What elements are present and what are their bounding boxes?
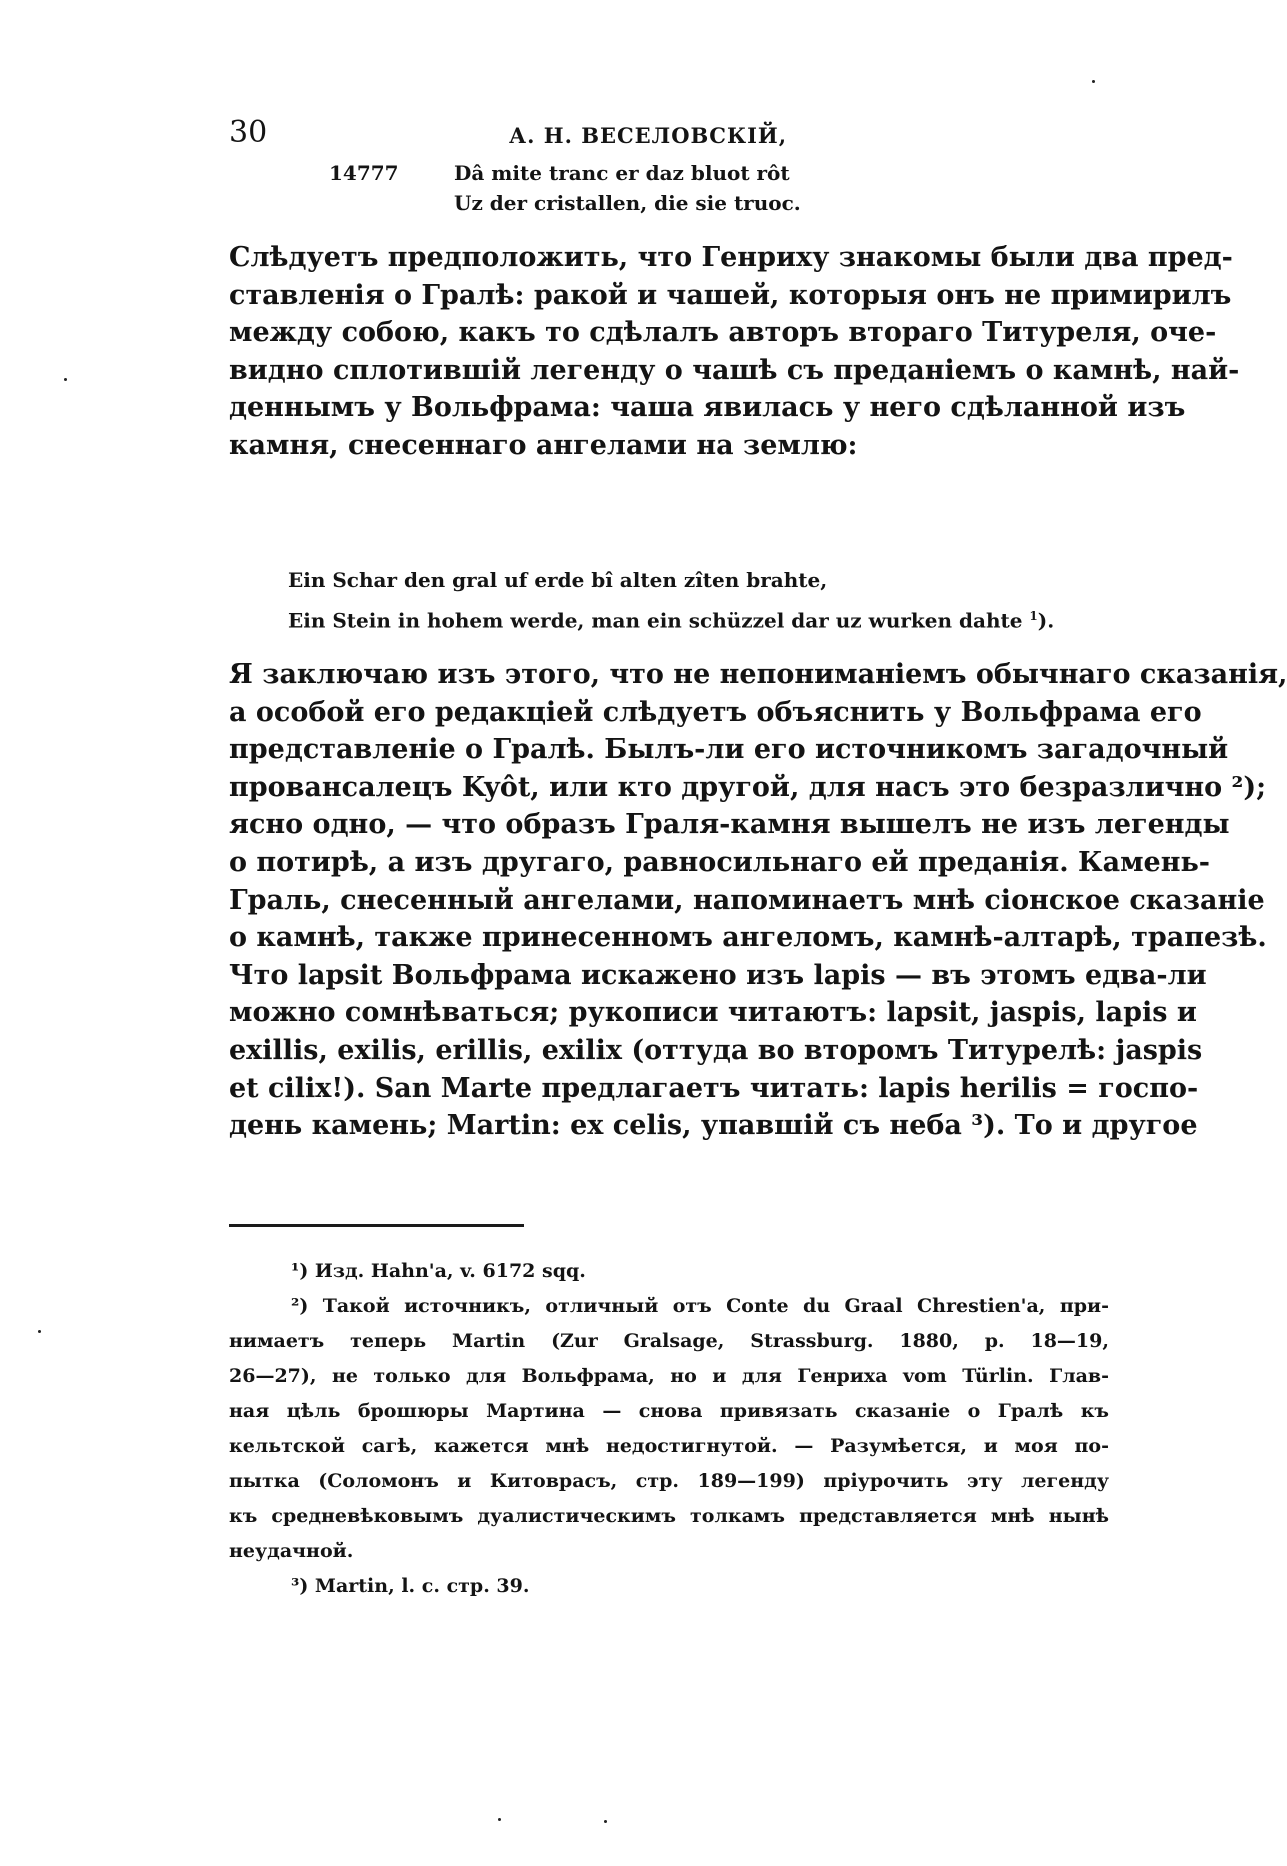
para1-line: ставленія о Гралѣ: ракой и чашей, которыя онъ не примирилъ (229, 279, 1232, 311)
footnote-2-line: пытка (Соломонъ и Китоврасъ, стр. 189—199) пріурочить эту легенду (229, 1470, 1109, 1492)
quote-text-2: Ein Stein in hohem werde, man ein schüzzel dar uz wurken dahte (288, 608, 1023, 633)
para2-line: о камнѣ, также принесенномъ ангеломъ, камнѣ-алтарѣ, трапезѣ. (229, 922, 1267, 954)
verse-line-1 (329, 158, 790, 188)
footnote-divider (229, 1224, 524, 1227)
scan-speck (64, 378, 67, 381)
para1-line: видно сплотившій легенду о чашѣ съ преданіемъ о камнѣ, най- (229, 354, 1240, 386)
para2-line: ясно одно, — что образъ Граля-камня вышелъ не изъ легенды (229, 809, 1230, 841)
footnote-2-line: ²) Такой источникъ, отличный отъ Conte du Graal Chrestien'a, при- (291, 1295, 1109, 1317)
verse-text-1: Dâ mite tranc er daz bluot rôt (454, 161, 790, 185)
para1-line: между собою, какъ то сдѣлалъ авторъ втораго Титуреля, оче- (229, 317, 1217, 349)
footnote-1: ¹) Изд. Hahn'a, v. 6172 sqq. (291, 1260, 586, 1282)
verse-text-2: Uz der cristallen, die sie truoc. (454, 191, 801, 215)
para2-line: et cilix!). San Marte предлагаетъ читать: lapis herilis = госпо- (229, 1072, 1199, 1104)
para2-line: exillis, exilis, erillis, exilix (оттуда во второмъ Титурелѣ: jaspis (229, 1034, 1203, 1066)
para2-line: Граль, снесенный ангелами, напоминаетъ мнѣ сіонское сказаніе (229, 884, 1265, 916)
paragraph-2 (229, 656, 1287, 1145)
footnote-2-line: къ средневѣковымъ дуалистическимъ толкамъ представляется мнѣ нынѣ (229, 1505, 1109, 1527)
quote-line-1: Ein Schar den gral uf erde bî alten zîten brahte, (288, 568, 828, 592)
para2-line: провансалецъ Kyôt, или кто другой, для насъ это безразлично ²); (229, 771, 1267, 803)
para2-line: Что lapsit Вольфрама искажено изъ lapis — въ этомъ едва-ли (229, 959, 1207, 991)
scan-speck (1092, 80, 1095, 83)
footnote-2-line: кельтской сагѣ, кажется мнѣ недостигнутой. — Разумѣется, и моя по- (229, 1435, 1109, 1457)
footnote-2-line: 26—27), не только для Вольфрама, но и для Генриха vom Türlin. Глав- (229, 1365, 1109, 1387)
scan-speck (498, 1818, 501, 1821)
para1-line: Слѣдуетъ предположить, что Генриху знакомы были два пред- (229, 242, 1233, 273)
page-number: 30 (229, 115, 268, 150)
para2-line: день камень; Martin: ex celis, упавшій съ неба ³). То и другое (229, 1110, 1198, 1142)
running-head: А. Н. ВЕСЕЛОВСКІЙ, (509, 123, 788, 148)
para2-line: представленіе о Гралѣ. Былъ-ли его источникомъ загадочный (229, 734, 1229, 766)
para1-line: деннымъ у Вольфрама: чаша явилась у него сдѣланной изъ (229, 392, 1186, 424)
para2-line: а особой его редакціей слѣдуетъ объяснить у Вольфрама его (229, 696, 1202, 728)
footnote-3: ³) Martin, l. c. стр. 39. (291, 1575, 530, 1597)
quote-end: ). (1037, 608, 1055, 633)
para2-line: можно сомнѣваться; рукописи читаютъ: lapsit, jaspis, lapis и (229, 997, 1197, 1029)
scan-speck (38, 1330, 41, 1333)
page-header (229, 115, 1049, 155)
footnote-2-line: ная цѣль брошюры Мартина — снова привязать сказаніе о Гралѣ къ (229, 1400, 1109, 1422)
footnote-ref-1: 1 (1029, 609, 1038, 623)
para2-line: Я заключаю изъ этого, что не непониманіемъ обычнаго сказанія, (229, 659, 1287, 690)
footnote-2-line: нимаетъ теперь Martin (Zur Gralsage, Strassburg. 1880, p. 18—19, (229, 1330, 1109, 1352)
footnotes (229, 1254, 1109, 1604)
scan-speck (604, 1820, 607, 1823)
paragraph-1 (229, 239, 1240, 465)
quote-line-2 (288, 598, 1054, 639)
footnote-2-line: неудачной. (229, 1540, 354, 1562)
para2-line: о потирѣ, а изъ другаго, равносильнаго ей преданія. Камень- (229, 846, 1211, 878)
verse-line-2 (329, 188, 801, 218)
verse-number: 14777 (329, 161, 399, 185)
para1-line: камня, снесеннаго ангелами на землю: (229, 429, 858, 461)
